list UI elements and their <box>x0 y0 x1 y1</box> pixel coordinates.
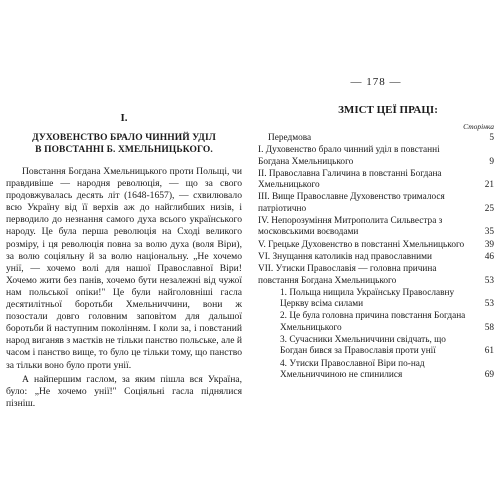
toc-entry-number: 4. <box>280 358 287 369</box>
toc-entry-number: II. <box>258 168 267 179</box>
toc-entry-text: Утиски Православної Віри по-над Хмельниччиною не спинилися <box>280 358 425 380</box>
toc-entry-number: 3. <box>280 335 287 346</box>
toc-entry-page: 35 <box>484 227 494 238</box>
page-number: — 178 — <box>350 76 402 88</box>
toc-entry-label <box>258 145 476 168</box>
toc-entry-number: 2. <box>280 311 287 322</box>
toc-entry-page: 39 <box>484 239 494 250</box>
toc-entry-label <box>258 240 476 251</box>
toc-entry <box>258 169 494 192</box>
toc-entry-number: V. <box>258 239 266 250</box>
toc-entry <box>258 216 494 239</box>
toc-entry <box>258 252 494 263</box>
toc-entry-label <box>258 169 476 192</box>
toc-entry <box>258 335 494 358</box>
toc-entry-text: Передмова <box>268 133 312 143</box>
toc-entry <box>258 311 494 334</box>
toc-entry-label <box>258 335 476 358</box>
toc-entry <box>258 264 494 287</box>
toc-entry-label <box>258 264 476 287</box>
toc-entry <box>258 192 494 215</box>
toc-entry <box>258 145 494 168</box>
toc-entry-number: I. <box>258 145 264 156</box>
toc-entry-page: 53 <box>484 299 494 310</box>
section-title: ДУХОВЕНСТВО БРАЛО ЧИННИЙ УДІЛ В ПОВСТАННІ Б. ХМЕЛЬНИЦЬКОГО. <box>32 133 216 155</box>
toc-entry-text: Утиски Православія — головна причина повстання Богдана Хмельницького <box>258 264 437 286</box>
toc-entry-text: Сучасники Хмельниччини свідчать, що Богдан бився за Православія проти унії <box>280 335 446 357</box>
body-paragraph: А найпершим гаслом, за яким пішла вся Україна, було: „Не хочемо унії!" Соціяльні гасла піднялися пізніш. <box>6 373 242 409</box>
toc-entry-page: 69 <box>484 369 494 380</box>
toc-entry-page: 58 <box>484 322 494 333</box>
toc-entry-number: IV. <box>258 216 269 227</box>
toc-entry-text: Це була головна причина повстання Богдана Хмельницького <box>280 311 466 333</box>
toc-entry-text: Духовенство брало чинний уділ в повстанні Богдана Хмельницького <box>258 145 440 167</box>
section-number: I. <box>120 112 128 124</box>
toc-entry-label <box>258 359 476 382</box>
right-column <box>258 76 494 382</box>
toc-entry-label <box>258 192 476 215</box>
toc-entry-page: 61 <box>484 346 494 357</box>
toc-entry <box>258 359 494 382</box>
toc-entry-text: Грецьке Духовенство в повстанні Хмельницького <box>268 239 465 250</box>
toc-entry-number: VI. <box>258 251 271 262</box>
toc-entry-page: 21 <box>484 180 494 191</box>
toc-entry-label <box>258 252 476 263</box>
toc-entry-page: 53 <box>484 275 494 286</box>
toc-entry-label <box>258 288 476 311</box>
toc-entry-page: 25 <box>484 203 494 214</box>
toc-entry-text: Непорозуміння Митрополита Сильвестра з московськими воєводами <box>258 216 443 238</box>
body-paragraph: Повстання Богдана Хмельницького проти Польщі, чи правдивіше — народня революція, — що за свого продовжувалась десять літ (1648-1657), — схвилювало всю Україну від її верхів аж до найглибших низів, і перводило до незнання самого духа всього українського народу. Це була перша революція на Сході великого розміру, і ця революція повна за волю духа (воля Віри), за волю соціяльну й за волю національну. „Не хочемо унії, — хочемо волі для нашої Православної Віри! Хочемо жити без панів, хочемо бути незалежні від чужої нам польської опіки!" Це були найголовніші гасла десятилітньої боротьби Хмельниччини, вони ж позостали довго головним заповітом для дальшої боротьби й наступним поколінням. І коли за, і повстаний народ виганяв з маєтків не тільки панство польське, але й часом і панство вище, то було це тільки тому, що панство за тільки воно було проти унії. <box>6 166 242 371</box>
toc-entry-text: Православна Галичина в повстанні Богдана Хмельницького <box>258 168 442 191</box>
toc-entry-text: Вище Православне Духовенство трималося патріотично <box>258 192 445 214</box>
toc-entry-page: 46 <box>484 251 494 262</box>
toc-entry-number: VII. <box>258 264 274 275</box>
toc-entry-number: III. <box>258 192 270 203</box>
toc-entry-label <box>258 133 476 144</box>
toc-entry-number: 1. <box>280 287 287 298</box>
toc-entry-label <box>258 216 476 239</box>
toc-column-header: Сторінка <box>463 122 494 131</box>
toc-title: ЗМІСТ ЦЕЇ ПРАЦІ: <box>338 104 438 116</box>
left-column <box>6 112 242 410</box>
toc-entry <box>258 133 494 144</box>
toc-entry-label <box>258 311 476 334</box>
toc-entry <box>258 288 494 311</box>
toc-entry-page: 9 <box>489 156 494 167</box>
toc-entry-text: Польща нищила Українську Православну Церкву всіма силами <box>280 287 455 310</box>
toc-entry-text: Знущання католиків над православними <box>272 251 432 262</box>
toc-list <box>258 133 494 381</box>
toc-entry <box>258 240 494 251</box>
toc-entry-page: 5 <box>489 133 494 143</box>
